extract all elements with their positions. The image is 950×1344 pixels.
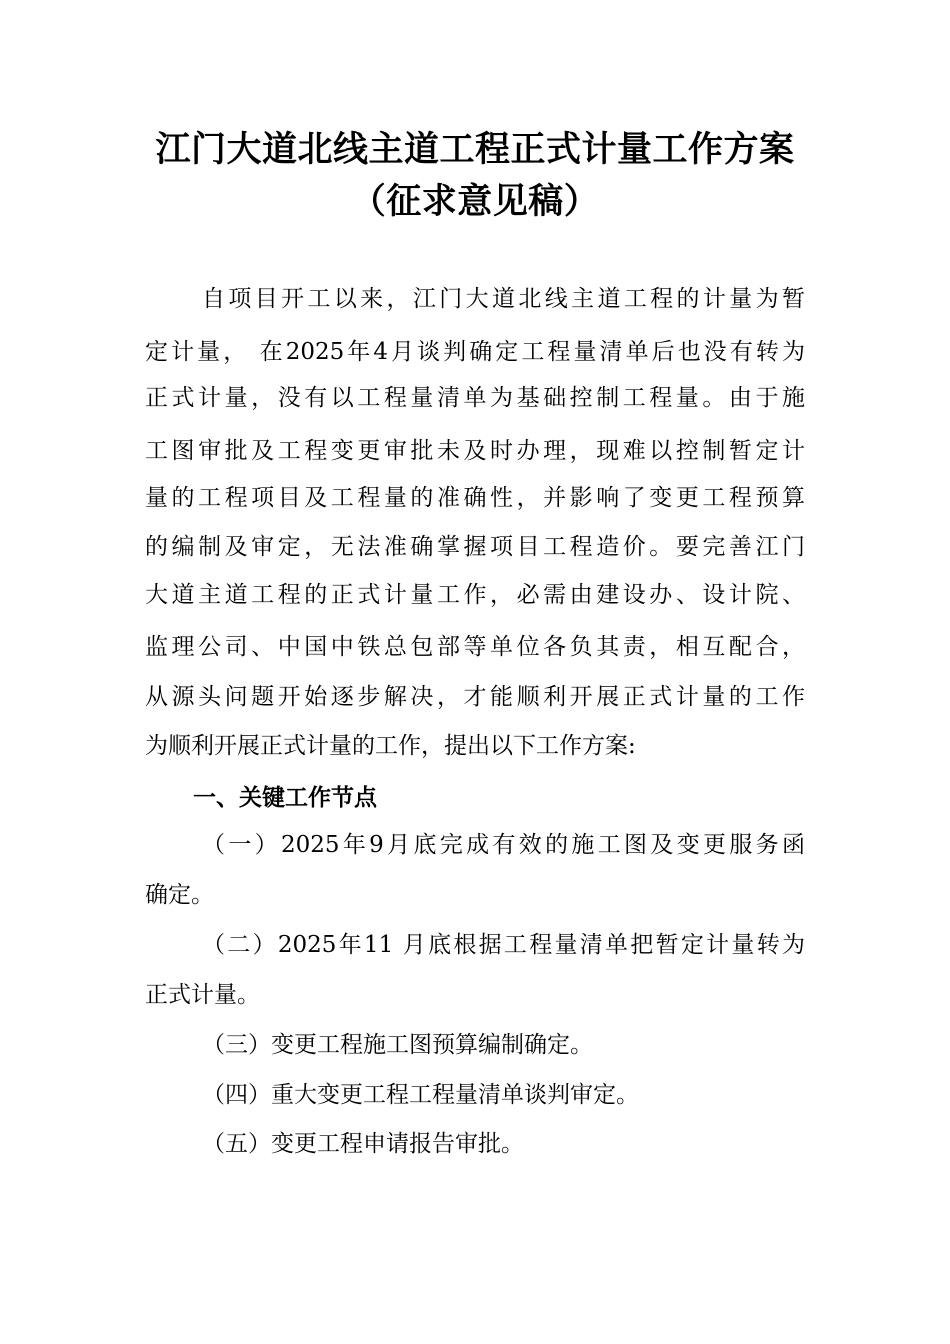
intro-paragraph-line: 工图审批及工程变更审批未及时办理，现难以控制暂定计 bbox=[145, 438, 805, 464]
document-subtitle: （征求意见稿） bbox=[350, 182, 600, 222]
document-title: 江门大道北线主道工程正式计量工作方案 bbox=[155, 130, 795, 170]
intro-paragraph-line: 为顺利开展正式计量的工作，提出以下工作方案: bbox=[145, 733, 636, 759]
list-item: （二）2025年11 月底根据工程量清单把暂定计量转为 bbox=[202, 932, 805, 958]
list-item: （四）重大变更工程工程量清单谈判审定。 bbox=[202, 1082, 639, 1108]
intro-paragraph-line: 量的工程项目及工程量的准确性，并影响了变更工程预算 bbox=[145, 485, 805, 511]
list-item: （一）2025年9月底完成有效的施工图及变更服务函 bbox=[202, 832, 805, 858]
list-item-continuation: 确定。 bbox=[145, 882, 214, 908]
intro-paragraph-line: 从源头问题开始逐步解决，才能顺利开展正式计量的工作 bbox=[145, 684, 805, 710]
intro-paragraph-line: 自项目开工以来，江门大道北线主道工程的计量为暂 bbox=[202, 286, 805, 312]
intro-paragraph-line: 监理公司、中国中铁总包部等单位各负其责，相互配合， bbox=[145, 634, 805, 660]
intro-paragraph-line: 定计量， 在2025年4月谈判确定工程量清单后也没有转为 bbox=[145, 339, 805, 365]
intro-paragraph-line: 的编制及审定，无法准确掌握项目工程造价。要完善江门 bbox=[145, 534, 805, 560]
list-item: （五）变更工程申请报告审批。 bbox=[202, 1131, 524, 1157]
list-item: （三）变更工程施工图预算编制确定。 bbox=[202, 1032, 593, 1058]
intro-paragraph-line: 正式计量，没有以工程量清单为基础控制工程量。由于施 bbox=[145, 385, 805, 411]
section-heading: 一、关键工作节点 bbox=[193, 785, 377, 811]
list-item-continuation: 正式计量。 bbox=[145, 982, 260, 1008]
intro-paragraph-line: 大道主道工程的正式计量工作，必需由建设办、设计院、 bbox=[145, 582, 805, 608]
